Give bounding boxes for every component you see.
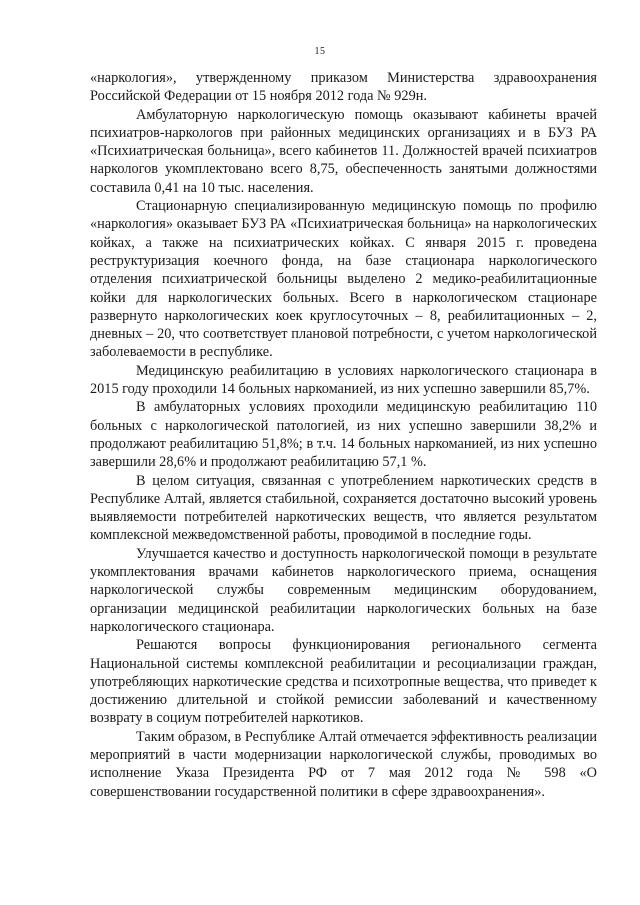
paragraph-national-system: Решаются вопросы функционирования регионального сегмента Национальной системы комплексной реабилитации и ресоциализации граждан, употребляющих наркотические средства и психотропные вещества, что приведет к достижению длительной и стойкой ремиссии заболеваний и качественному возврату в социум потребителей наркотиков. xyxy=(90,637,597,727)
document-body xyxy=(90,69,597,801)
page-number: 15 xyxy=(314,46,326,57)
paragraph-inpatient-care: Стационарную специализированную медицинскую помощь по профилю «наркология» оказывает БУЗ РА «Психиатрическая больница» на наркологических койках, а также на психиатрических койках. С января 2015 г. проведена реструктуризация коечного фонда, на базе стационара наркологического отделения психиатрической больницы выделено 2 медико-реабилитационные койки для наркологических больных. Всего в наркологическом стационаре развернуто наркологических коек круглосуточных – 8, реабилитационных – 2, дневных – 20, что соответствует плановой потребности, с учетом наркологической заболеваемости в республике. xyxy=(90,198,597,361)
paragraph-outpatient-care: Амбулаторную наркологическую помощь оказывают кабинеты врачей психиатров-наркологов при районных медицинских организациях и в БУЗ РА «Психиатрическая больница», всего кабинетов 11. Должностей врачей психиатров наркологов укомплектовано всего 8,75, обеспеченность занятыми должностями составила 0,41 на 10 тыс. населения. xyxy=(90,106,597,196)
paragraph-outpatient-rehabilitation: В амбулаторных условиях проходили медицинскую реабилитацию 110 больных с наркологической патологией, из них успешно завершили 38,2% и продолжают реабилитацию 51,8%; в т.ч. 14 больных наркоманией, из них успешно завершили 28,6% и продолжают реабилитацию 57,1 %. xyxy=(90,399,597,471)
paragraph-conclusion: Таким образом, в Республике Алтай отмечается эффективность реализации мероприятий в части модернизации наркологической службы, проводимых во исполнение Указа Президента РФ от 7 мая 2012 года № 598 «О совершенствовании государственной политики в сфере здравоохранения». xyxy=(90,728,597,800)
paragraph-quality-improvement: Улучшается качество и доступность наркологической помощи в результате укомплектования врачами кабинетов наркологического приема, оснащения наркологической службы современным медицинским оборудованием, организации медицинской реабилитации наркологических больных на базе наркологического стационара. xyxy=(90,545,597,635)
paragraph-continuation: «наркология», утвержденному приказом Министерства здравоохранения Российской Федерации от 15 ноября 2012 года № 929н. xyxy=(90,70,597,105)
paragraph-inpatient-rehabilitation: Медицинскую реабилитацию в условиях наркологического стационара в 2015 году проходили 14 больных наркоманией, из них успешно завершили 85,7%. xyxy=(90,362,597,398)
paragraph-overall-situation: В целом ситуация, связанная с употреблением наркотических средств в Республике Алтай, является стабильной, сохраняется достаточно высокий уровень выявляемости потребителей наркотических веществ, что является результатом комплексной межведомственной работы, проводимой в последние годы. xyxy=(90,472,597,544)
